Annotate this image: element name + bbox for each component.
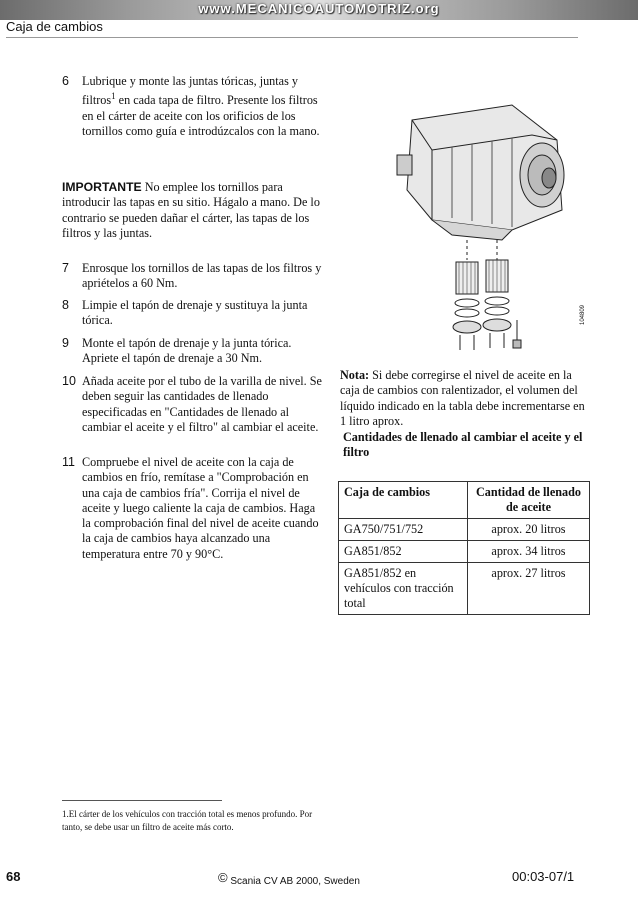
table-title: Cantidades de llenado al cambiar el aceite y el filtro xyxy=(343,430,583,459)
step-number: 8 xyxy=(62,298,69,312)
footnote-divider xyxy=(62,800,222,801)
step-text: Monte el tapón de drenaje y la junta tórica. Apriete el tapón de drenaje a 30 Nm. xyxy=(82,336,292,366)
page-number: 68 xyxy=(6,869,21,884)
step-11 xyxy=(62,455,324,562)
note-text: Si debe corregirse el nivel de aceite en la caja de cambios con ralentizador, el volumen del líquido indicado en la tabla debe incrementarse en 1 litro aprox. xyxy=(340,368,585,428)
table-cell-gearbox: GA851/852 en vehículos con tracción total xyxy=(339,563,468,615)
footnote: 1.El cárter de los vehículos con tracción total es menos profundo. Por tanto, se debe usar un filtro de aceite más corto. xyxy=(62,809,313,832)
table-cell-quantity: aprox. 20 litros xyxy=(468,519,590,541)
step-number: 10 xyxy=(62,374,76,388)
table-row xyxy=(339,563,590,615)
oil-fill-table xyxy=(338,481,590,615)
important-notice xyxy=(62,180,324,241)
step-text-part: en cada tapa de filtro. Presente los filtros en el cárter de aceite con los orificios de los tornillos como guía e introdúzcalos con la mano. xyxy=(82,93,320,138)
table-header-quantity: Cantidad de llenado de aceite xyxy=(468,482,590,519)
table-cell-quantity: aprox. 27 litros xyxy=(468,563,590,615)
table-cell-quantity: aprox. 34 litros xyxy=(468,541,590,563)
step-text: Enrosque los tornillos de las tapas de los filtros y apriételos a 60 Nm. xyxy=(82,261,322,291)
step-10 xyxy=(62,374,324,435)
table-header-gearbox: Caja de cambios xyxy=(339,482,468,519)
table-cell-gearbox: GA750/751/752 xyxy=(339,519,468,541)
table-row xyxy=(339,519,590,541)
footnote-ref: 1 xyxy=(111,91,116,102)
copyright-text: Scania CV AB 2000, Sweden xyxy=(227,876,360,887)
step-text: Limpie el tapón de drenaje y sustituya la junta tórica. xyxy=(82,298,308,328)
gearbox-filter-illustration xyxy=(392,100,592,365)
step-7 xyxy=(62,261,324,292)
step-9 xyxy=(62,336,324,367)
site-banner xyxy=(0,0,638,20)
illustration-code: 104809 xyxy=(580,304,586,325)
note-block xyxy=(340,368,590,429)
table-header-row xyxy=(339,482,590,519)
step-number: 11 xyxy=(62,455,75,469)
banner-text: www.MECANICOAUTOMOTRIZ.org xyxy=(198,1,440,16)
page-header-title: Caja de cambios xyxy=(6,19,103,34)
step-number: 9 xyxy=(62,336,69,350)
document-code: 00:03-07/1 xyxy=(512,869,575,884)
step-6 xyxy=(62,74,324,139)
important-label: IMPORTANTE xyxy=(62,180,142,194)
step-text xyxy=(82,74,324,139)
note-label: Nota: xyxy=(340,368,370,382)
important-text: No emplee los tornillos para introducir las tapas en su sitio. Hágalo a mano. De lo contrario se pueden dañar el cárter, las tapas de los filtros y las juntas. xyxy=(62,180,320,240)
step-text-part: Lubrique y monte las juntas tóricas, juntas y filtros xyxy=(82,74,298,108)
table-row xyxy=(339,541,590,563)
copyright-symbol: © xyxy=(218,870,228,885)
table-cell-gearbox: GA851/852 xyxy=(339,541,468,563)
step-number: 6 xyxy=(62,74,69,88)
step-8 xyxy=(62,298,324,329)
copyright xyxy=(218,870,360,887)
step-text: Añada aceite por el tubo de la varilla de nivel. Se deben seguir las cantidades de llenado especificadas en "Cantidades de llenado al cambiar el aceite y el filtro" al cambiar el aceite. xyxy=(82,374,322,434)
step-number: 7 xyxy=(62,261,69,275)
step-text: Compruebe el nivel de aceite con la caja de cambios en frío, remítase a "Comprobación en una caja de cambios fría". Corrija el nivel de aceite y luego caliente la caja de cambios. Haga la comprobación final del nivel de aceite cuando la caja de cambios haya alcanzado una temperatura entre 70 y 90°C. xyxy=(82,455,319,561)
header-divider xyxy=(6,37,578,38)
